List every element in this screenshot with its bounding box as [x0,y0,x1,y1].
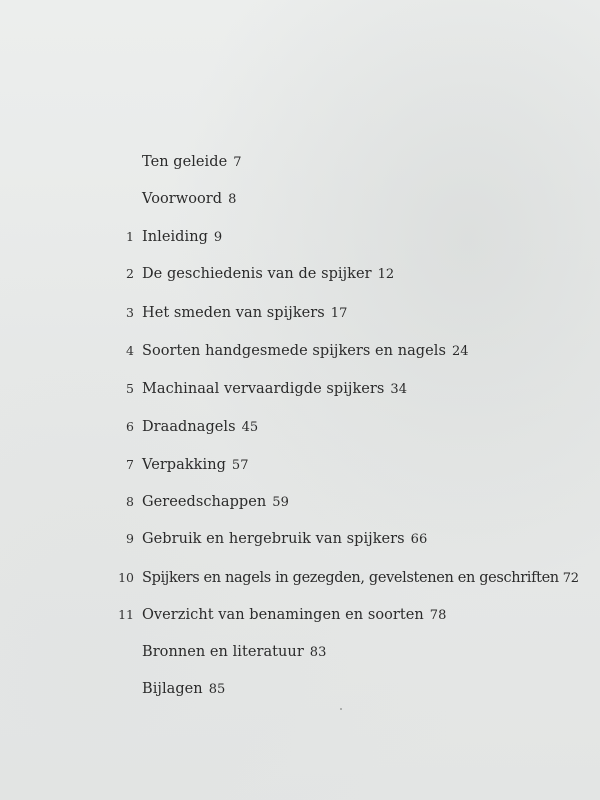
toc-entry-number: 9 [126,531,134,546]
toc-entry-page: 12 [377,267,395,282]
toc-entry [0,527,600,551]
toc-entry-page: 9 [213,230,223,245]
toc-entry-page: 7 [233,155,242,170]
toc-entry-number: 7 [126,457,134,472]
toc-entry [0,415,600,439]
toc-entry [0,150,600,174]
toc-entry-number: 4 [126,343,134,358]
toc-entry-title: Ten geleide [142,154,228,170]
toc-entry-number: 11 [118,607,134,622]
toc-entry [0,187,600,211]
toc-entry-page: 45 [241,420,259,435]
toc-entry-number: 3 [126,305,134,320]
toc-entry [0,677,600,701]
toc-entry-title: De geschiedenis van de spijker [142,266,372,282]
toc-entry-title: Draadnagels [142,419,236,435]
toc-entry [0,301,600,325]
toc-entry-title: Het smeden van spijkers [142,305,325,321]
toc-entry-page: 17 [330,306,348,321]
toc-entry [0,490,600,514]
toc-entry-title: Bronnen en literatuur [142,644,304,660]
toc-entry-page: 59 [272,495,289,510]
toc-entry [0,339,600,363]
toc-entry-title: Gebruik en hergebruik van spijkers [142,531,405,547]
toc-entry-page: 72 [562,571,579,586]
toc-entry [0,225,600,249]
toc-entry [0,566,600,590]
toc-entry [0,603,600,627]
toc-entry-title: Overzicht van benamingen en soorten [142,607,424,623]
toc-entry [0,377,600,401]
toc-entry-title: Machinaal vervaardigde spijkers [142,381,385,397]
toc-entry [0,640,600,664]
toc-entry-title: Gereedschappen [142,494,267,510]
toc-entry-page: 57 [231,458,249,473]
toc-entry-page: 78 [429,608,447,623]
toc-entry-page: 8 [228,192,237,207]
toc-entry-page: 66 [410,532,428,547]
toc-entry-title: Verpakking [142,457,226,473]
toc-entry-title: Soorten handgesmede spijkers en nagels [142,343,446,359]
toc-entry-number: 5 [126,381,134,396]
toc-entry-number: 6 [126,419,134,434]
toc-entry [0,453,600,477]
toc-entry-page: 24 [451,344,469,359]
toc-entry-title: Bijlagen [142,681,203,697]
toc-entry-number: 10 [118,570,134,585]
toc-entry-title: Voorwoord [142,191,223,207]
toc-entry [0,262,600,286]
toc-entry-page: 83 [309,645,327,660]
toc-entry-page: 85 [208,682,226,697]
toc-entry-title: Spijkers en nagels in gezegden, gevelstenen en geschriften [142,570,559,586]
paper-speck [340,708,342,710]
toc-entry-number: 8 [126,494,134,509]
toc-entry-title: Inleiding [142,229,208,245]
toc-entry-number: 2 [126,266,134,281]
toc-entry-number: 1 [126,229,134,244]
toc-entry-page: 34 [390,382,408,397]
